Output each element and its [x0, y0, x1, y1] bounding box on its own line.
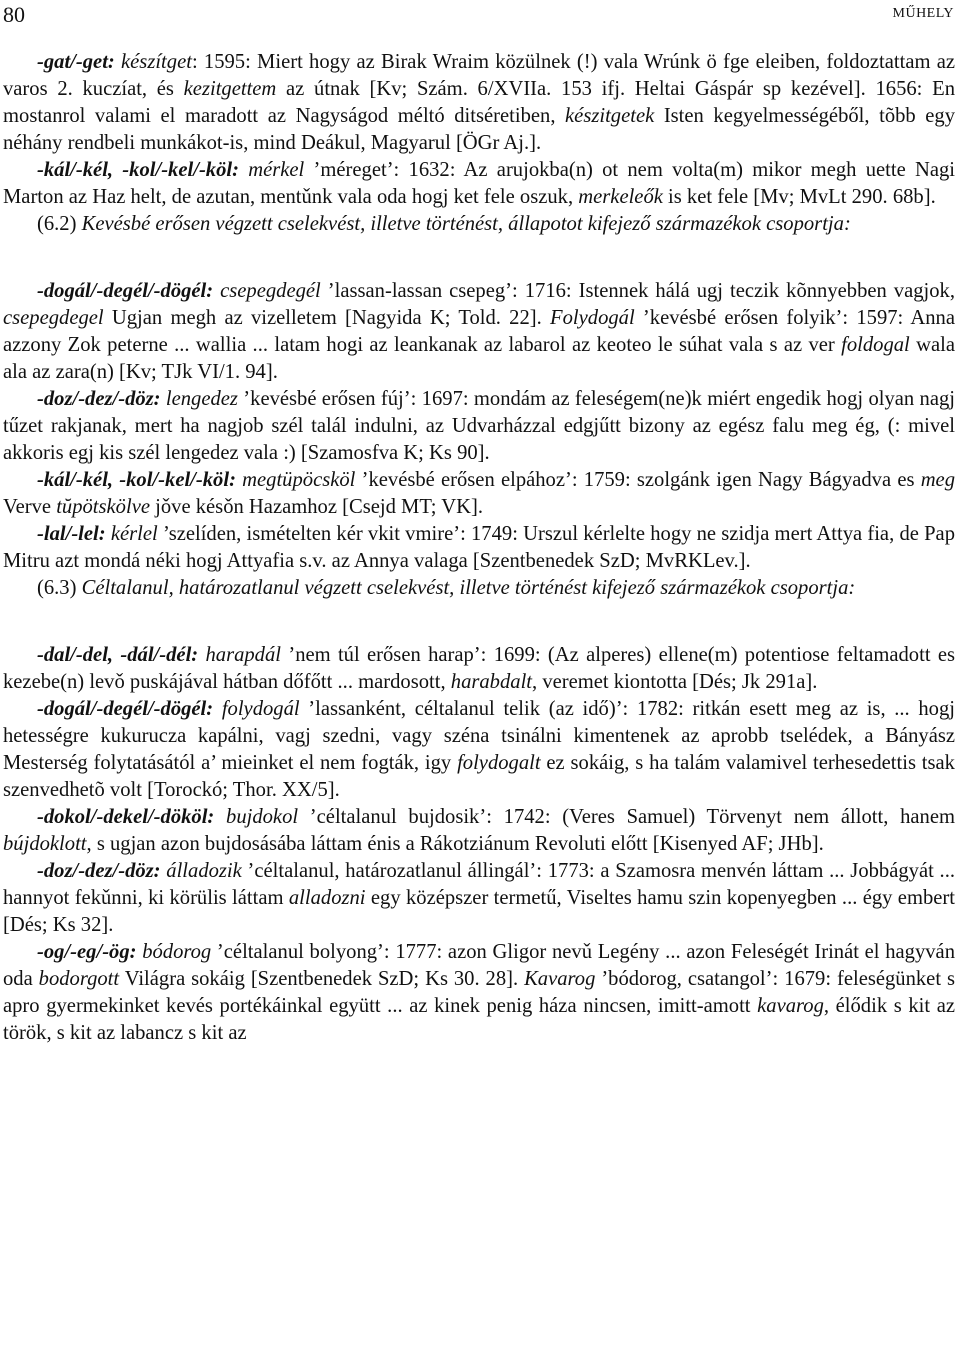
entry-text: az útnak [Kv; Szám. 6/XVIIa. 153 ifj. Heltai Gáspár sp kezével]. 1656: En mostanrol valami el maradott az Nagyságod méltó ditséretiben, — [3, 78, 955, 127]
entry-text: ’lassan-lassan csepeg’: 1716: Istennek hálá ugj teczik kõnnyebben vagjok, — [320, 280, 955, 302]
entry-text: ’kevésbé erősen folyik’: 1597: Anna azzony Zok peterne ... wallia ... latam hogi az leankanak az labarol az keoteo le súhat vala s az ver — [3, 307, 955, 356]
entry-text — [213, 698, 222, 720]
entry-text: ’szelíden, ismételten kér vkit vmire’: 1749: Urszul kérlelte hogy ne szidja mert Attya fia, de Pap Mitru azt mondá néki hogj Attyafia s.v. az Annya valaga [Szentbenedek SzD; MvRKLev.]. — [3, 523, 955, 572]
dictionary-entry — [3, 157, 955, 211]
example-word: mérkel — [248, 159, 305, 181]
example-word: készitgetek — [565, 105, 655, 127]
entry-text — [214, 806, 226, 828]
entry-suffix: -lal/-lel: — [37, 523, 106, 545]
example-word: folydogál — [221, 698, 300, 720]
section-number: (6.3) — [37, 577, 77, 599]
example-word: Kavarog — [524, 968, 596, 990]
dictionary-entry — [3, 939, 955, 1047]
section-title: Céltalanul, határozatlanul végzett cselekvést, illetve történést kifejező származékok csoportja: — [76, 577, 856, 599]
entry-text: : 1595: Miert hogy az Birak Wraim közülnek (!) vala Wrúnk ö fge eleiben, foldoztattam az varos 2. kuczíat, és — [3, 51, 955, 100]
entry-text: is ket fele [Mv; MvLt 290. 68b]. — [662, 186, 936, 208]
entry-suffix: -gat/-get: — [37, 51, 115, 73]
entry-text: ’bódorog, csatangol’: 1679: feleségünket s apro gyermekinket kevés portékáinkal együtt ... az kinek penig háza nincsen, imitt-amott — [3, 968, 955, 1017]
section-heading — [3, 211, 955, 238]
dictionary-entry — [3, 521, 955, 575]
document-body — [3, 49, 955, 1047]
entry-suffix: -dal/-del, -dál/-dél: — [37, 644, 199, 666]
example-word: bujdokol — [226, 806, 299, 828]
entry-text: egy középszer termetű, Viseltes hamu szin kopenyegben ... égy embert [Dés; Ks 32]. — [3, 887, 955, 936]
entry-suffix: -dokol/-dekel/-dököl: — [37, 806, 215, 828]
entry-text: wala ala az zara(n) [Kv; TJk VI/1. 94]. — [3, 334, 955, 383]
entry-text: ’céltalanul bolyong’: 1777: azon Gligor nevǔ Legény ... azon Feleségét Irinát el hagyván oda — [3, 941, 955, 990]
example-word: csepegdegél — [220, 280, 321, 302]
example-word: készítget — [121, 51, 192, 73]
example-word: harabdalt — [450, 671, 533, 693]
example-word: merkeleők — [578, 186, 663, 208]
example-word: bódorog — [142, 941, 212, 963]
example-word: kavarog — [757, 995, 824, 1017]
entry-suffix: -dogál/-degél/-dögél: — [37, 698, 214, 720]
entry-text: ’céltalanul bujdosik’: 1742: (Veres Samuel) Törvenyt nem állott, hanem — [298, 806, 955, 828]
entry-text: Ugjan megh az vizelletem [Nagyida K; Told. 22]. — [103, 307, 551, 329]
entry-suffix: -doz/-dez/-döz: — [37, 388, 161, 410]
entry-suffix: -og/-eg/-ög: — [37, 941, 137, 963]
entry-suffix: -kál/-kél, -kol/-kel/-köl: — [37, 159, 239, 181]
dictionary-entry — [3, 467, 955, 521]
entry-text: ’lassanként, céltalanul telik (az idő)’: 1782: ritkán esett meg az is, ... hogj hetességre kukurucza kapálni, vagj szedni, vagy széna tsinálni kimentenek az aprobb tselédek, a Bányász Mesterség folytatásától a’ mieinket el nem fogták, igy — [3, 698, 955, 774]
dictionary-entry — [3, 278, 955, 386]
entry-text: Isten kegyelmességéből, tõbb egy néhány rendbeli munkákot-is, mind Deákul, Magyarul [ÖGr Aj.]. — [3, 105, 956, 154]
example-word: csepegdegel — [3, 307, 104, 329]
example-word: búјdoklott — [3, 833, 87, 855]
dictionary-entry — [3, 804, 955, 858]
example-word: harapdál — [205, 644, 282, 666]
entry-text: ’nem túl erősen harap’: 1699: (Az alperes) ellene(m) potentiose feltamadott es kezebe(n) levǒ puskájával hátban dőfőtt ... mardosott, — [3, 644, 956, 693]
example-word: megtüpöcsköl — [242, 469, 356, 491]
section-heading — [3, 575, 955, 602]
entry-text: Verve — [3, 496, 57, 518]
example-word: lengedez — [165, 388, 238, 410]
example-word: foldogal — [841, 334, 910, 356]
dictionary-entry — [3, 49, 955, 157]
example-word: folydogalt — [457, 752, 541, 774]
dictionary-entry — [3, 642, 955, 696]
example-word: kezitgettem — [183, 78, 277, 100]
dictionary-entry — [3, 386, 955, 467]
example-word: kérlel — [110, 523, 158, 545]
page-number: 80 — [3, 2, 25, 27]
entry-text: , élődik s kit az török, s kit az labancz s kit az — [3, 995, 955, 1044]
entry-text: ’céltalanul, határozatlanul állingál’: 1773: a Szamosra menvén láttam ... Jobbágyát ... hannyot fekǔnni, ki körülis láttam — [3, 860, 955, 909]
section-title: Kevésbé erősen végzett cselekvést, illetve történést, állapotot kifejező származékok csoportja: — [76, 213, 851, 235]
running-title: MŰHELY — [892, 6, 954, 21]
dictionary-entry — [3, 858, 955, 939]
entry-text: ’kevésbé erősen elpához’: 1759: szolgánk igen Nagy Bágyadva es — [355, 469, 921, 491]
entry-text: Világra sokáig [Szentbenedek SzD; Ks 30. 28]. — [119, 968, 525, 990]
example-word: alladozni — [288, 887, 366, 909]
example-word: meg — [920, 469, 955, 491]
example-word: álladozik — [166, 860, 242, 882]
example-word: tŭpötskölve — [56, 496, 150, 518]
entry-text: ez sokáig, s ha talám valamivel terhesedettis tsak szenvedhetõ volt [Torockó; Thor. XX/5]. — [3, 752, 955, 801]
entry-text: jǒve késǒn Hazamhoz [Csejd MT; VK]. — [149, 496, 484, 518]
entry-suffix: -kál/-kél, -kol/-kel/-köl: — [37, 469, 236, 491]
entry-text: , veremet kiontotta [Dés; Jk 291a]. — [532, 671, 818, 693]
entry-text: , s ugjan azon bujdosásába láttam énis a Rákotziánum Revoluti előtt [Kisenyed AF; JHb]. — [86, 833, 824, 855]
entry-suffix: -doz/-dez/-döz: — [37, 860, 161, 882]
dictionary-entry — [3, 696, 955, 804]
section-number: (6.2) — [37, 213, 77, 235]
example-word: Folydogál — [550, 307, 635, 329]
entry-text: ’méreget’: 1632: Az arujokba(n) ot nem volta(m) mikor megh uette Nagi Marton az Haz helt, de azutan, mentǔnk vala oda hogj ket fele oszuk, — [3, 159, 955, 208]
entry-suffix: -dogál/-degél/-dögél: — [37, 280, 214, 302]
example-word: bodorgott — [38, 968, 120, 990]
entry-text: ’kevésbé erősen fúj’: 1697: mondám az feleségem(ne)k miért engedik hogj olyan nagj tűzet rakjanak, mert ha nagjob szél talál indulni, az Udvarházzal edgjűtt bizony az egész falu meg ég, (: mivel akkoris egj kis szél lengedez vala :) [Szamosfva K; Ks 90]. — [3, 388, 955, 464]
entry-text — [239, 159, 248, 181]
